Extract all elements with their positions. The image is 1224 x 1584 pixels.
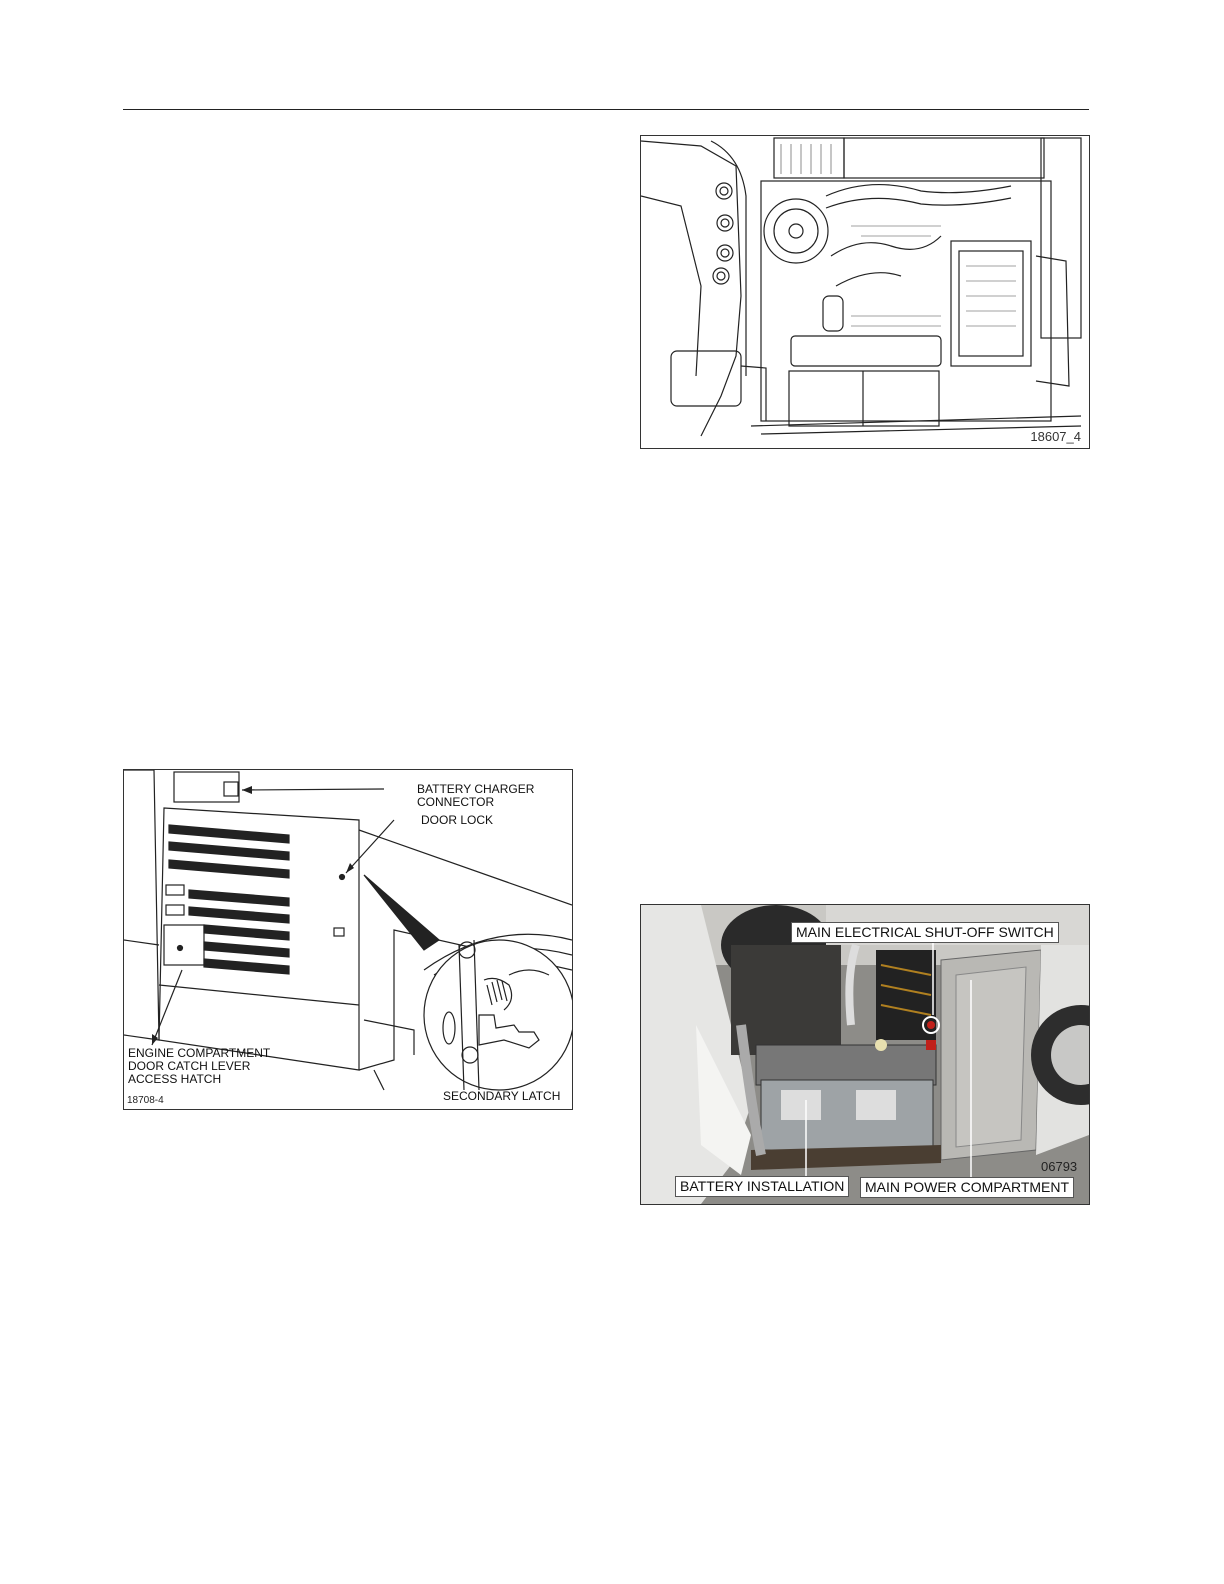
label-main-power-compartment: MAIN POWER COMPARTMENT (860, 1177, 1074, 1198)
header-rule (123, 109, 1089, 110)
label-main-electrical-shutoff-switch: MAIN ELECTRICAL SHUT-OFF SWITCH (791, 922, 1059, 943)
figure-engine-door (123, 769, 573, 1110)
figure-battery-photo (640, 904, 1090, 1205)
engine-compartment-drawing (641, 136, 1089, 448)
label-door-lock: DOOR LOCK (421, 813, 494, 827)
label-access-hatch: ENGINE COMPARTMENT DOOR CATCH LEVER ACCESS HATCH (128, 1046, 271, 1086)
label-secondary-latch: SECONDARY LATCH (443, 1089, 561, 1103)
figure-engine-compartment (640, 135, 1090, 449)
figure-number: 18607_4 (1030, 429, 1081, 444)
label-battery-charger-connector: BATTERY CHARGER CONNECTOR (417, 782, 535, 809)
label-battery-installation: BATTERY INSTALLATION (675, 1176, 849, 1197)
figure-number: 18708-4 (127, 1095, 164, 1106)
battery-photo-illustration (641, 905, 1089, 1204)
figure-number: 06793 (1041, 1159, 1078, 1174)
